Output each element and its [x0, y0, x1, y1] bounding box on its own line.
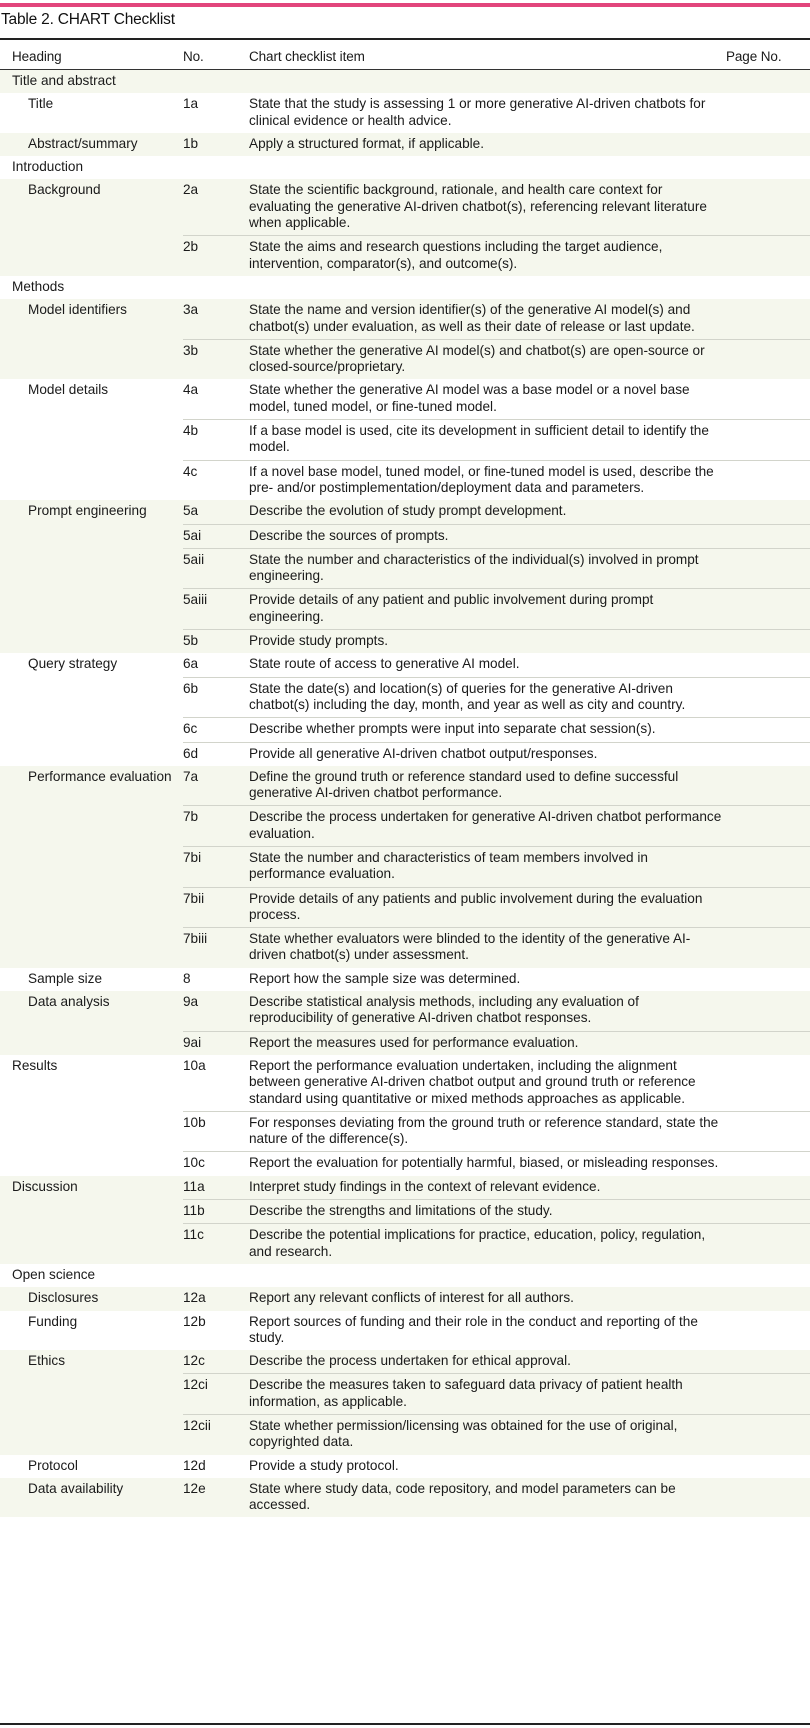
page-number-cell [726, 179, 810, 235]
table-row [0, 379, 810, 419]
table-title: Table 2. CHART Checklist [1, 11, 175, 28]
row-heading [0, 806, 183, 847]
item-number: 5a [183, 500, 249, 524]
item-number: 9a [183, 991, 249, 1031]
item-number: 11b [183, 1200, 249, 1224]
row-heading [0, 1031, 183, 1055]
item-text: Report the performance evaluation undertaken, including the alignment between generative AI-driven chatbot output and ground truth or reference standard using quantitative or mixed methods approaches as applicable. [249, 1055, 726, 1111]
item-text: Apply a structured format, if applicable. [249, 133, 726, 156]
section-heading: Methods [0, 276, 810, 299]
item-number: 5aiii [183, 589, 249, 630]
table-row [0, 630, 810, 654]
row-heading [0, 718, 183, 742]
page-number-cell [726, 93, 810, 133]
row-heading: Background [0, 179, 183, 235]
page-number-cell [726, 524, 810, 548]
table-row [0, 1350, 810, 1374]
row-heading [0, 677, 183, 718]
item-number: 12c [183, 1350, 249, 1374]
page-number-cell [726, 1055, 810, 1111]
item-text: If a novel base model, tuned model, or fine-tuned model is used, describe the pre- and/or postimplementation/deployment data and parameters. [249, 460, 726, 500]
item-text: Provide study prompts. [249, 630, 726, 654]
row-heading: Sample size [0, 968, 183, 991]
item-text: Provide a study protocol. [249, 1455, 726, 1478]
item-text: State that the study is assessing 1 or more generative AI-driven chatbots for clinical evidence or health advice. [249, 93, 726, 133]
checklist-body [0, 70, 810, 1518]
row-heading: Discussion [0, 1176, 183, 1200]
item-text: Describe the potential implications for practice, education, policy, regulation, and research. [249, 1224, 726, 1264]
section-row [0, 70, 810, 94]
table-row [0, 1455, 810, 1478]
row-heading: Protocol [0, 1455, 183, 1478]
item-text: Describe the process undertaken for ethical approval. [249, 1350, 726, 1374]
page-number-cell [726, 548, 810, 589]
item-text: Describe the measures taken to safeguard data privacy of patient health information, as applicable. [249, 1374, 726, 1415]
table-row [0, 1287, 810, 1310]
item-number: 12b [183, 1311, 249, 1351]
item-number: 11c [183, 1224, 249, 1264]
table-row [0, 524, 810, 548]
checklist-table [0, 45, 810, 1517]
page-number-cell [726, 1031, 810, 1055]
column-header-heading: Heading [0, 45, 183, 70]
row-heading: Abstract/summary [0, 133, 183, 156]
page-number-cell [726, 742, 810, 766]
item-text: Report the evaluation for potentially harmful, biased, or misleading responses. [249, 1152, 726, 1176]
page-number-cell [726, 589, 810, 630]
item-text: State whether evaluators were blinded to the identity of the generative AI-driven chatbot(s) under assessment. [249, 928, 726, 968]
item-text: Report how the sample size was determined. [249, 968, 726, 991]
page-number-cell [726, 1200, 810, 1224]
row-heading [0, 1374, 183, 1415]
item-number: 3b [183, 339, 249, 379]
table-row [0, 1055, 810, 1111]
item-text: State the name and version identifier(s) of the generative AI model(s) and chatbot(s) under evaluation, as well as their date of release or last update. [249, 299, 726, 339]
row-heading [0, 1152, 183, 1176]
table-row [0, 460, 810, 500]
column-header-item: Chart checklist item [249, 45, 726, 70]
item-text: State whether permission/licensing was obtained for the use of original, copyrighted data. [249, 1415, 726, 1455]
item-number: 5b [183, 630, 249, 654]
page-number-cell [726, 1111, 810, 1152]
page-number-cell [726, 677, 810, 718]
item-text: State route of access to generative AI model. [249, 653, 726, 677]
page-number-cell [726, 766, 810, 806]
title-divider [0, 38, 810, 40]
item-text: Provide details of any patients and public involvement during the evaluation process. [249, 887, 726, 928]
item-number: 1b [183, 133, 249, 156]
bottom-divider [0, 1723, 810, 1725]
item-text: Describe statistical analysis methods, including any evaluation of reproducibility of generative AI-driven chatbot responses. [249, 991, 726, 1031]
item-number: 4c [183, 460, 249, 500]
row-heading: Disclosures [0, 1287, 183, 1310]
table-row [0, 133, 810, 156]
row-heading: Performance evaluation [0, 766, 183, 806]
item-text: State the aims and research questions including the target audience, intervention, comparator(s), and outcome(s). [249, 236, 726, 276]
table-row [0, 653, 810, 677]
item-number: 3a [183, 299, 249, 339]
page-number-cell [726, 1455, 810, 1478]
page-number-cell [726, 1374, 810, 1415]
table-row [0, 179, 810, 235]
page-number-cell [726, 887, 810, 928]
table-row [0, 968, 810, 991]
page-number-cell [726, 1224, 810, 1264]
page-number-cell [726, 991, 810, 1031]
row-heading [0, 589, 183, 630]
row-heading [0, 1224, 183, 1264]
item-number: 10c [183, 1152, 249, 1176]
row-heading [0, 846, 183, 887]
item-text: State the scientific background, rationale, and health care context for evaluating the generative AI-driven chatbot(s), referencing relevant literature when applicable. [249, 179, 726, 235]
table-row [0, 1415, 810, 1455]
item-number: 12ci [183, 1374, 249, 1415]
item-number: 6a [183, 653, 249, 677]
table-row [0, 806, 810, 847]
item-number: 7bi [183, 846, 249, 887]
table-row [0, 1374, 810, 1415]
table-row [0, 1224, 810, 1264]
item-number: 2b [183, 236, 249, 276]
row-heading [0, 742, 183, 766]
page-number-cell [726, 1478, 810, 1518]
item-text: Define the ground truth or reference standard used to define successful generative AI-driven chatbot performance. [249, 766, 726, 806]
page-number-cell [726, 339, 810, 379]
row-heading: Data availability [0, 1478, 183, 1518]
section-row [0, 156, 810, 179]
item-text: State whether the generative AI model(s) and chatbot(s) are open-source or closed-source/proprietary. [249, 339, 726, 379]
section-row [0, 276, 810, 299]
table-row [0, 1111, 810, 1152]
table-row [0, 500, 810, 524]
item-text: State whether the generative AI model was a base model or a novel base model, tuned model, or fine-tuned model. [249, 379, 726, 419]
table-row [0, 589, 810, 630]
item-number: 10b [183, 1111, 249, 1152]
table-row [0, 1200, 810, 1224]
section-heading: Introduction [0, 156, 810, 179]
row-heading: Title [0, 93, 183, 133]
row-heading: Prompt engineering [0, 500, 183, 524]
page-number-cell [726, 236, 810, 276]
item-text: State the number and characteristics of the individual(s) involved in prompt engineering. [249, 548, 726, 589]
item-number: 4b [183, 420, 249, 461]
item-number: 2a [183, 179, 249, 235]
page-number-cell [726, 928, 810, 968]
table-row [0, 1176, 810, 1200]
item-text: Describe the sources of prompts. [249, 524, 726, 548]
page-number-cell [726, 1287, 810, 1310]
page-number-cell [726, 379, 810, 419]
table-row [0, 548, 810, 589]
page-number-cell [726, 133, 810, 156]
table-row [0, 236, 810, 276]
table-row [0, 846, 810, 887]
item-text: Describe the process undertaken for generative AI-driven chatbot performance evaluation. [249, 806, 726, 847]
item-number: 6d [183, 742, 249, 766]
table-row [0, 339, 810, 379]
accent-rule [0, 3, 810, 7]
column-header-number: No. [183, 45, 249, 70]
section-heading: Open science [0, 1264, 810, 1287]
item-text: Describe whether prompts were input into separate chat session(s). [249, 718, 726, 742]
item-text: For responses deviating from the ground truth or reference standard, state the nature of the difference(s). [249, 1111, 726, 1152]
page-number-cell [726, 299, 810, 339]
item-text: Provide details of any patient and public involvement during prompt engineering. [249, 589, 726, 630]
item-number: 12d [183, 1455, 249, 1478]
row-heading [0, 548, 183, 589]
item-number: 5ai [183, 524, 249, 548]
row-heading [0, 1111, 183, 1152]
item-text: If a base model is used, cite its development in sufficient detail to identify the model. [249, 420, 726, 461]
row-heading: Funding [0, 1311, 183, 1351]
table-row [0, 299, 810, 339]
page-number-cell [726, 846, 810, 887]
table-row [0, 742, 810, 766]
row-heading [0, 236, 183, 276]
page-number-cell [726, 653, 810, 677]
item-number: 8 [183, 968, 249, 991]
row-heading [0, 928, 183, 968]
table-header-row [0, 45, 810, 70]
item-number: 12cii [183, 1415, 249, 1455]
item-text: Provide all generative AI-driven chatbot output/responses. [249, 742, 726, 766]
item-number: 11a [183, 1176, 249, 1200]
section-heading: Title and abstract [0, 70, 810, 94]
section-row [0, 1264, 810, 1287]
table-row [0, 1478, 810, 1518]
page-number-cell [726, 718, 810, 742]
row-heading [0, 339, 183, 379]
page-number-cell [726, 630, 810, 654]
table-row [0, 677, 810, 718]
table-row [0, 1152, 810, 1176]
row-heading: Ethics [0, 1350, 183, 1374]
item-number: 5aii [183, 548, 249, 589]
table-row [0, 991, 810, 1031]
item-text: Report any relevant conflicts of interest for all authors. [249, 1287, 726, 1310]
table-row [0, 718, 810, 742]
row-heading: Data analysis [0, 991, 183, 1031]
page-number-cell [726, 1350, 810, 1374]
row-heading [0, 887, 183, 928]
item-number: 9ai [183, 1031, 249, 1055]
table-row [0, 887, 810, 928]
page-number-cell [726, 1176, 810, 1200]
item-text: Describe the strengths and limitations of the study. [249, 1200, 726, 1224]
item-number: 7biii [183, 928, 249, 968]
row-heading: Model details [0, 379, 183, 419]
page-number-cell [726, 1415, 810, 1455]
table-row [0, 93, 810, 133]
row-heading [0, 630, 183, 654]
item-number: 4a [183, 379, 249, 419]
row-heading: Query strategy [0, 653, 183, 677]
item-number: 6c [183, 718, 249, 742]
page-number-cell [726, 500, 810, 524]
page-number-cell [726, 968, 810, 991]
row-heading [0, 524, 183, 548]
table-row [0, 1031, 810, 1055]
row-heading [0, 1200, 183, 1224]
item-text: State where study data, code repository, and model parameters can be accessed. [249, 1478, 726, 1518]
page-number-cell [726, 420, 810, 461]
item-number: 7a [183, 766, 249, 806]
page-number-cell [726, 1152, 810, 1176]
item-number: 6b [183, 677, 249, 718]
item-text: Interpret study findings in the context of relevant evidence. [249, 1176, 726, 1200]
item-text: Report sources of funding and their role in the conduct and reporting of the study. [249, 1311, 726, 1351]
row-heading [0, 420, 183, 461]
item-text: Describe the evolution of study prompt development. [249, 500, 726, 524]
row-heading: Model identifiers [0, 299, 183, 339]
item-text: Report the measures used for performance evaluation. [249, 1031, 726, 1055]
item-number: 1a [183, 93, 249, 133]
row-heading [0, 1415, 183, 1455]
page-number-cell [726, 806, 810, 847]
table-row [0, 766, 810, 806]
column-header-page: Page No. [726, 45, 810, 70]
table-row [0, 928, 810, 968]
page-number-cell [726, 460, 810, 500]
item-number: 12a [183, 1287, 249, 1310]
row-heading [0, 460, 183, 500]
item-text: State the date(s) and location(s) of queries for the generative AI-driven chatbot(s) including the day, month, and year as well as city and country. [249, 677, 726, 718]
item-text: State the number and characteristics of team members involved in performance evaluation. [249, 846, 726, 887]
row-heading: Results [0, 1055, 183, 1111]
item-number: 12e [183, 1478, 249, 1518]
item-number: 10a [183, 1055, 249, 1111]
item-number: 7bii [183, 887, 249, 928]
table-row [0, 420, 810, 461]
table-row [0, 1311, 810, 1351]
page-number-cell [726, 1311, 810, 1351]
item-number: 7b [183, 806, 249, 847]
